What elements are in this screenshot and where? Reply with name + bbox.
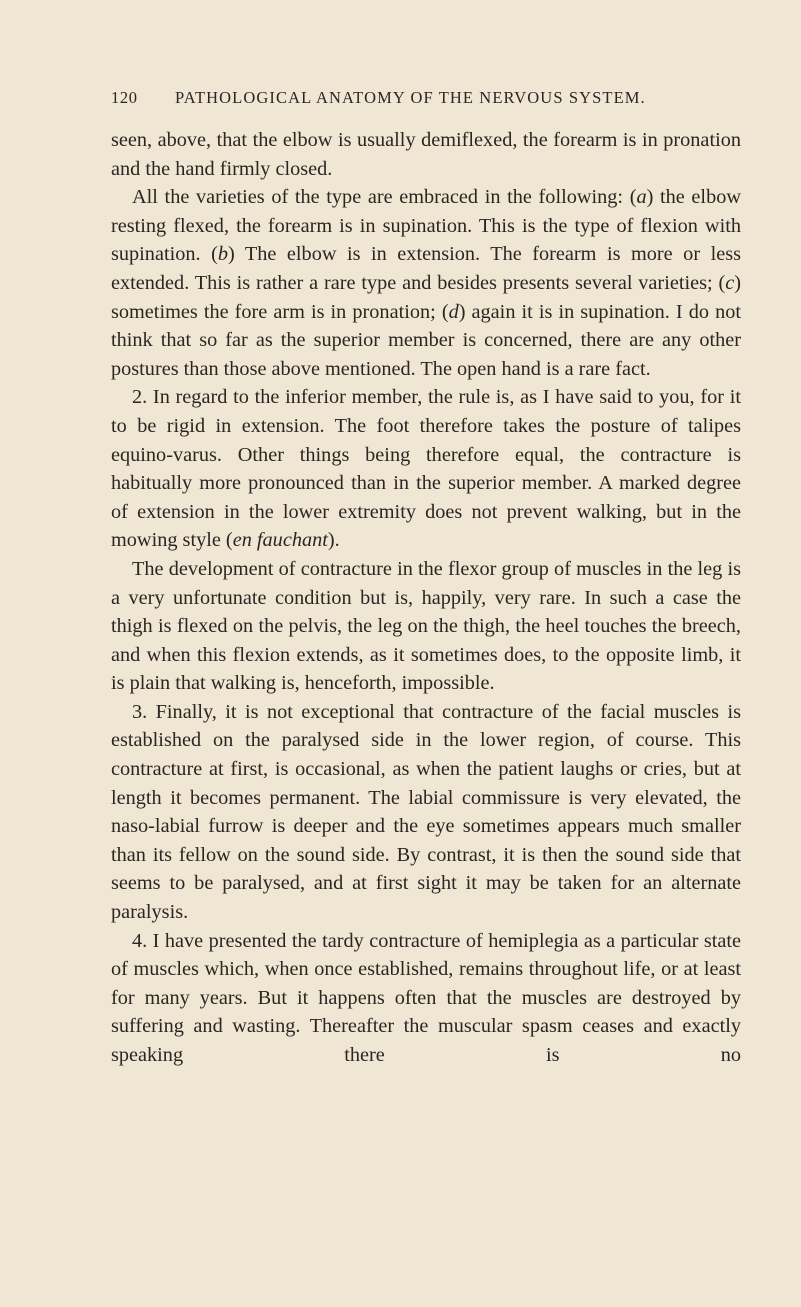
item-marker-a: a — [636, 186, 647, 209]
item-marker-d: d — [448, 300, 459, 323]
paragraph-1: seen, above, that the elbow is usually demiflexed, the forearm is in pronation and the hand firmly closed. — [111, 129, 741, 180]
paragraph-2-text-3: ) The elbow is in extension. The forearm is more or less extended. This is rather a rare type and besides presents several varieties; ( — [111, 243, 742, 294]
item-marker-b: b — [217, 243, 228, 266]
running-head — [111, 88, 741, 108]
paragraph-4: The development of contracture in the flexor group of muscles in the leg is a very unfortunate condition but is, happily, very rare. In such a case the thigh is flexed on the pelvis, the leg on the thigh, the heel touches the breech, and when this flexion extends, as it sometimes does, to the opposite limb, it is plain that walking is, henceforth, impossible. — [111, 557, 741, 695]
body-text — [111, 126, 741, 1070]
paragraph-3-text-1: 2. In regard to the inferior member, the rule is, as I have said to you, for it to be rigid in extension. The foot therefore takes the posture of talipes equino-varus. Other things being therefore equal, the contracture is habitually more pronounced than in the superior member. A marked degree of extension in the lower extremity does not prevent walking, but in the mowing style ( — [111, 386, 741, 552]
paragraph-2-text-5: ) again it is in supination. I do not think that so far as the superior member is concerned, there are any other postures than those above mentioned. The open hand is a rare fact. — [111, 300, 741, 380]
paragraph-3-text-2: ). — [327, 529, 340, 552]
page-number: 120 — [111, 88, 138, 107]
paragraph-3 — [111, 383, 741, 555]
italic-phrase: en fauchant — [232, 529, 328, 552]
paragraph-2-text-1: All the varieties of the type are embraced in the following: ( — [132, 186, 637, 209]
paragraph-2-text-4: ) sometimes the fore arm is in pronation; ( — [111, 271, 741, 323]
item-marker-c: c — [725, 271, 735, 294]
running-title: PATHOLOGICAL ANATOMY OF THE NERVOUS SYSTEM. — [175, 88, 646, 107]
paragraph-6: 4. I have presented the tardy contracture of hemiplegia as a particular state of muscles which, when once established, remains throughout life, or at least for many years. But it happens often that the muscles are destroyed by suffering and wasting. Thereafter the muscular spasm ceases and exactly speaking there is no — [111, 929, 741, 1066]
paragraph-5: 3. Finally, it is not exceptional that contracture of the facial muscles is established on the paralysed side in the lower region, of course. This contracture at first, is occasional, as when the patient laughs or cries, but at length it becomes permanent. The labial commissure is very elevated, the naso-labial furrow is deeper and the eye sometimes appears much smaller than its fellow on the sound side. By contrast, it is then the sound side that seems to be paralysed, and at first sight it may be taken for an alternate paralysis. — [111, 700, 741, 924]
paragraph-2-text-2: ) the elbow resting flexed, the forearm is in supination. This is the type of flexion with supination. ( — [111, 186, 741, 266]
paragraph-2 — [111, 183, 741, 383]
